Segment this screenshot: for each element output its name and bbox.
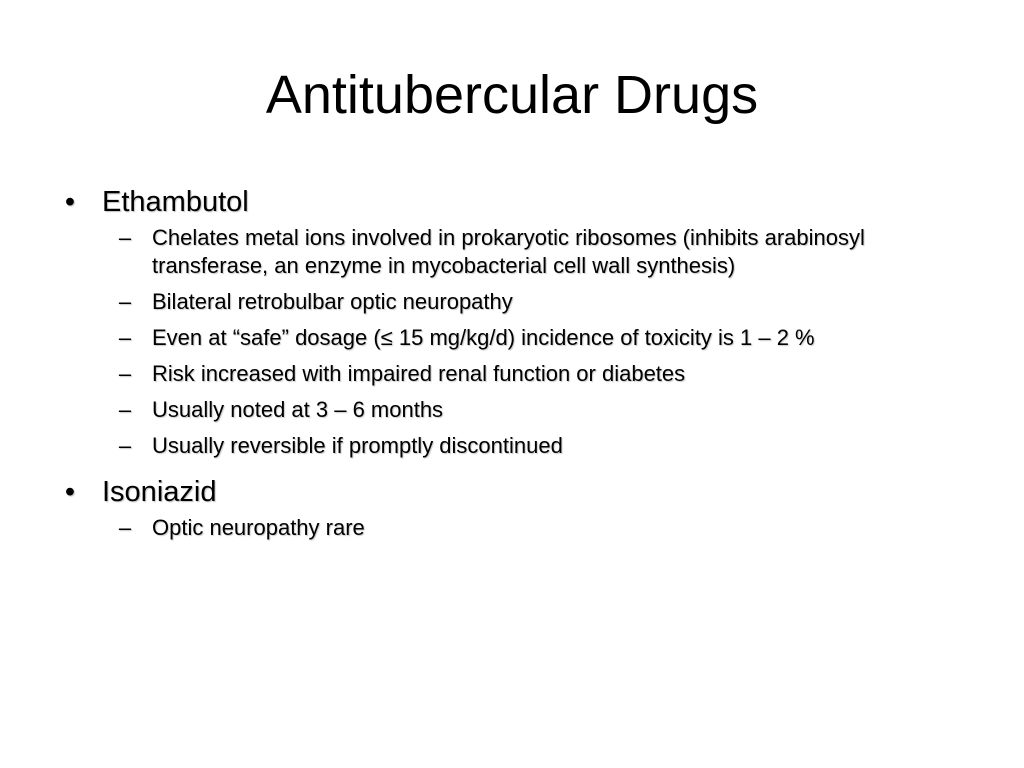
dash-icon: – — [118, 289, 132, 314]
sub-item — [60, 432, 980, 460]
dash-icon: – — [118, 225, 132, 250]
bullet-label: Isoniazid — [102, 476, 217, 508]
sub-item-text: Even at “safe” dosage (≤ 15 mg/kg/d) incidence of toxicity is 1 – 2 % — [152, 325, 815, 350]
sub-item — [60, 288, 980, 316]
sub-item-text: Chelates metal ions involved in prokaryotic ribosomes (inhibits arabinosyl transferase, an enzyme in mycobacterial cell wall synthesis) — [152, 225, 865, 278]
bullet-label: Ethambutol — [102, 186, 249, 218]
dash-icon: – — [118, 361, 132, 386]
slide-content — [60, 182, 980, 554]
bullet-item-isoniazid — [60, 472, 980, 512]
bullet-icon: • — [64, 186, 76, 218]
sub-item-text: Usually reversible if promptly discontinued — [152, 433, 563, 458]
sub-item — [60, 324, 980, 352]
bullet-icon: • — [64, 476, 76, 508]
sub-item-text: Usually noted at 3 – 6 months — [152, 397, 444, 422]
sub-item — [60, 514, 980, 542]
sub-item-text: Risk increased with impaired renal function or diabetes — [152, 361, 686, 386]
sub-item-text: Bilateral retrobulbar optic neuropathy — [152, 289, 513, 314]
dash-icon: – — [118, 515, 132, 540]
bullet-item-ethambutol — [60, 182, 980, 222]
slide-title: Antitubercular Drugs — [265, 65, 759, 125]
dash-icon: – — [118, 433, 132, 458]
sub-item-text: Optic neuropathy rare — [152, 515, 365, 540]
dash-icon: – — [118, 397, 132, 422]
dash-icon: – — [118, 325, 132, 350]
sub-list-isoniazid — [60, 514, 980, 542]
sub-list-ethambutol — [60, 224, 980, 460]
sub-item — [60, 224, 980, 280]
sub-item — [60, 396, 980, 424]
sub-item — [60, 360, 980, 388]
